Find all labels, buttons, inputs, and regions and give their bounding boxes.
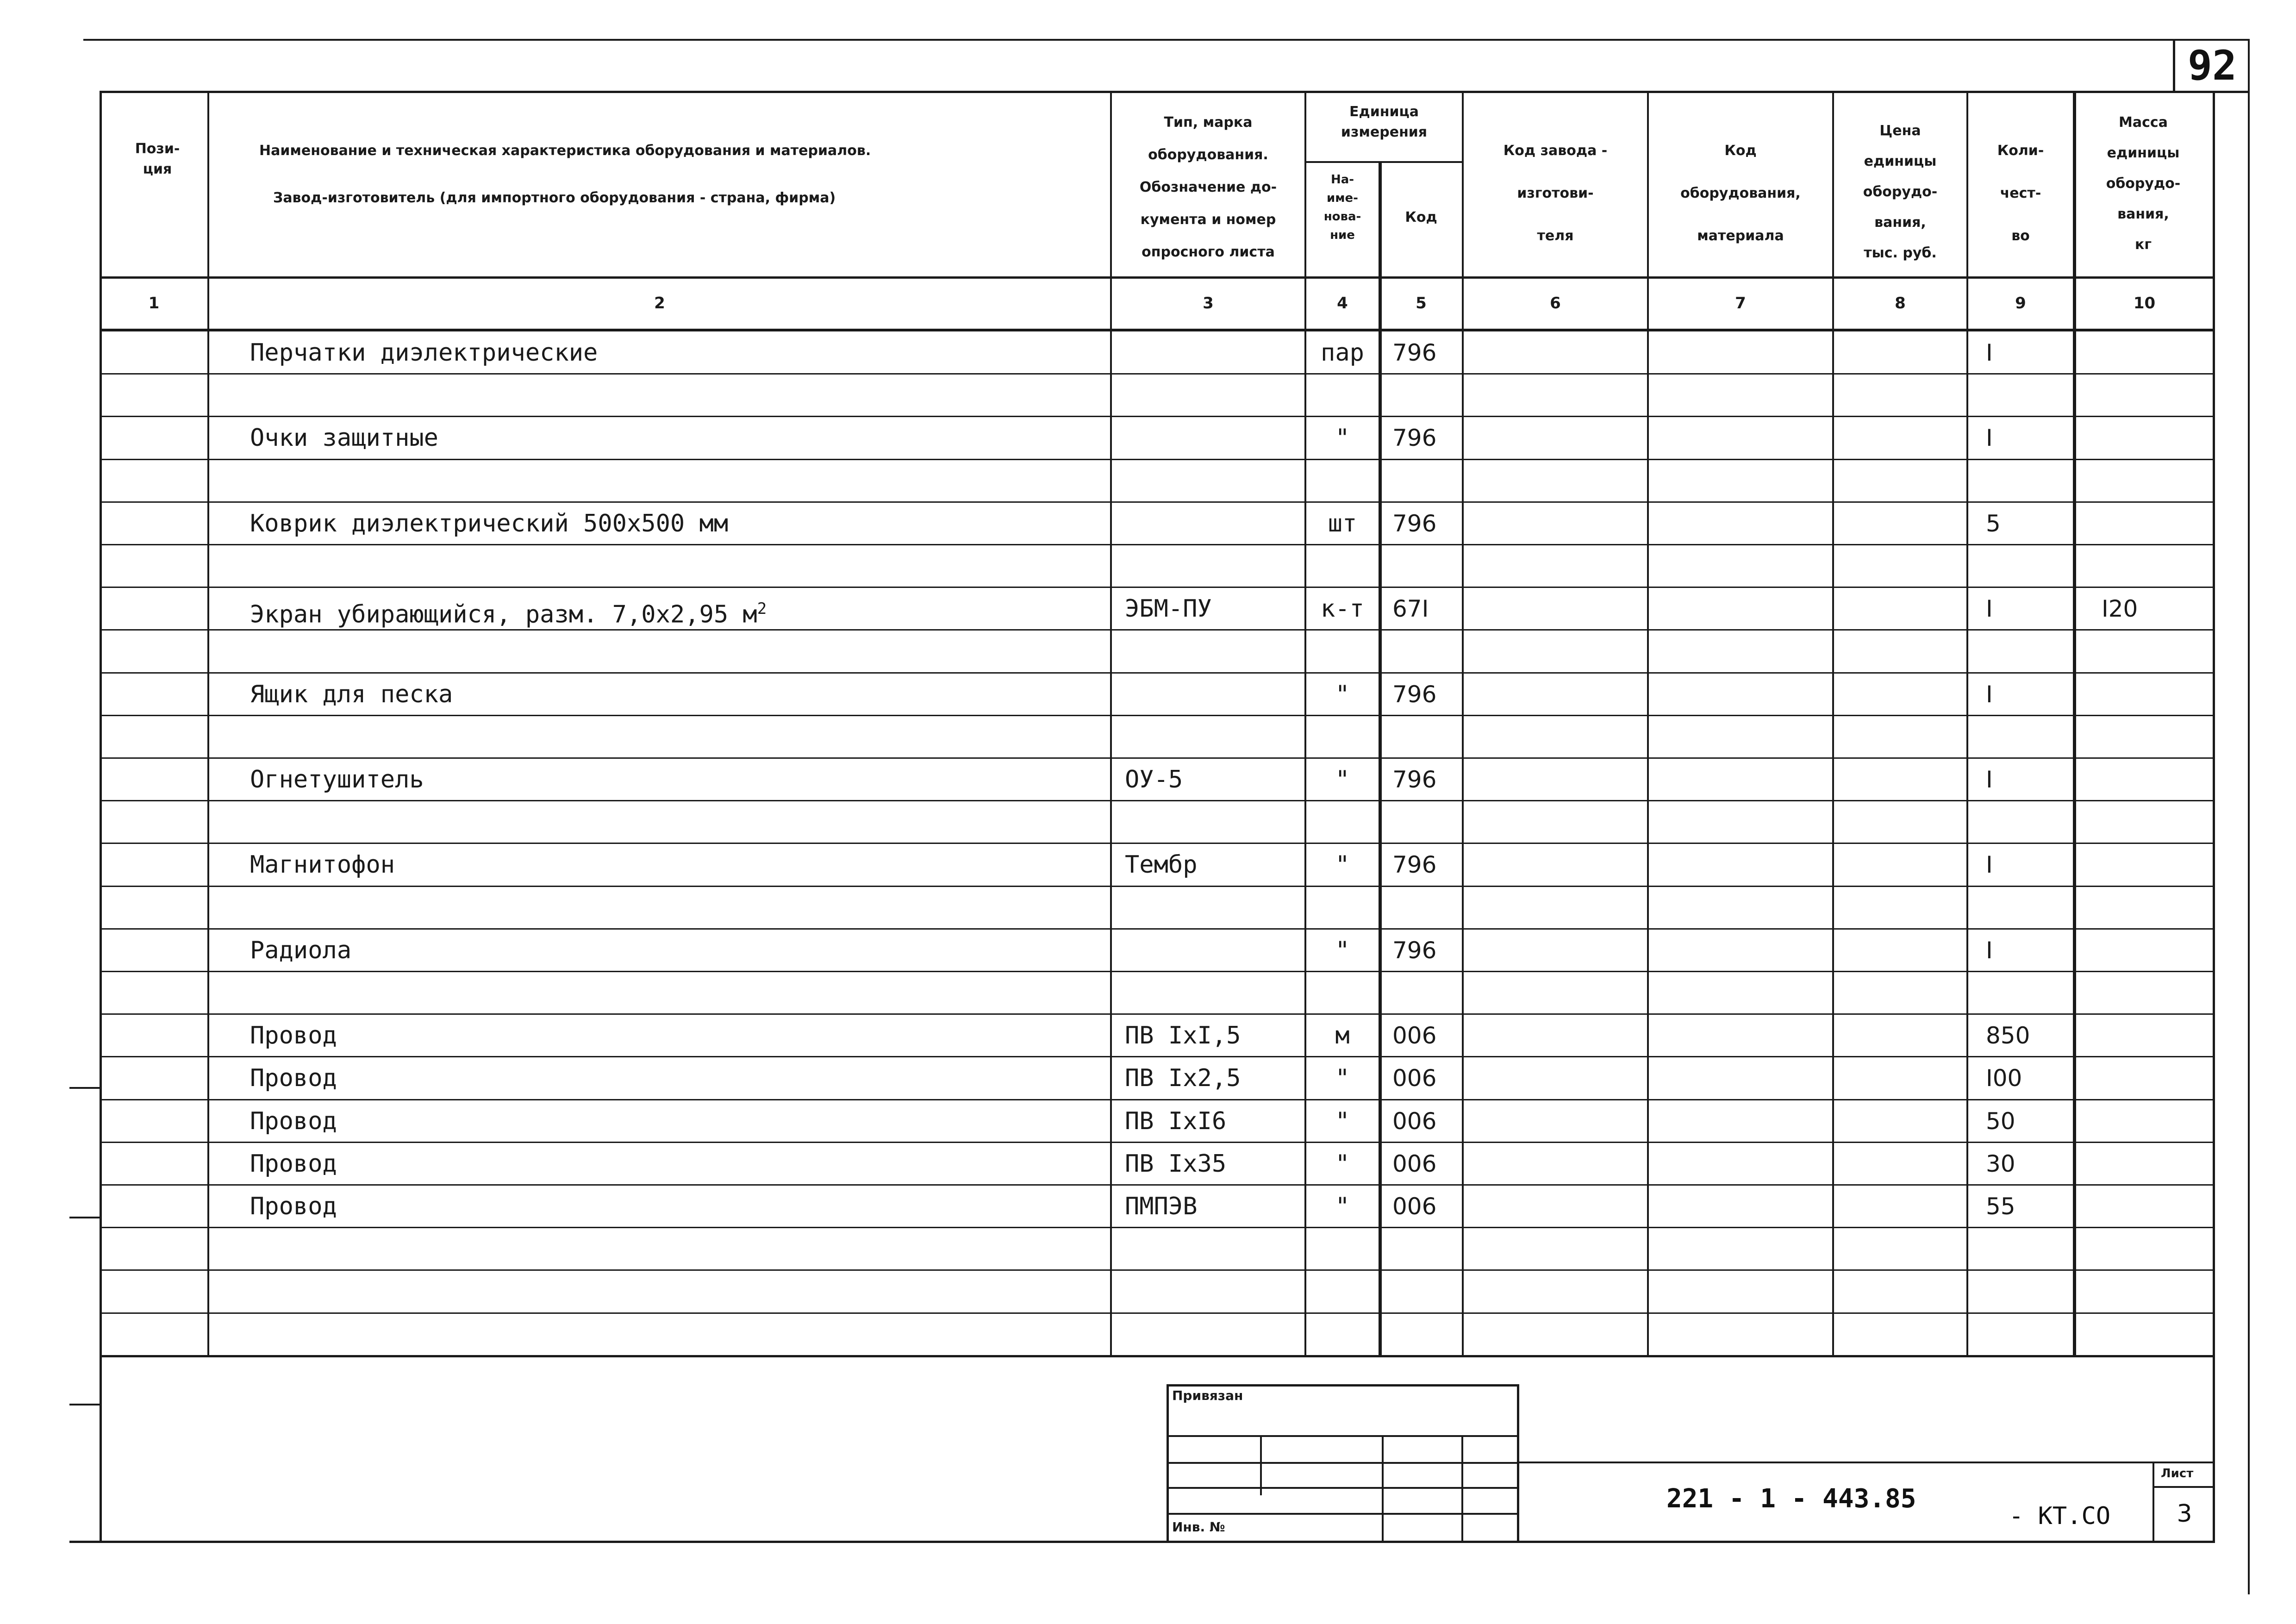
item-unit: шт (1328, 510, 1357, 537)
item-quantity: 30 (1986, 1150, 2015, 1177)
tb-row-4 (1167, 1513, 1518, 1515)
item-name: Провод (250, 1022, 337, 1049)
row-line (100, 1269, 2215, 1271)
header-quantity: Коли- чест- во (1997, 143, 2044, 244)
column-number: 6 (1550, 294, 1561, 312)
column-number: 7 (1735, 294, 1746, 312)
header-unit-code: Код (1405, 209, 1437, 225)
item-name: Провод (250, 1064, 337, 1092)
table-top (100, 91, 2215, 93)
tb-vline-2 (1382, 1435, 1384, 1542)
item-name: Провод (250, 1193, 337, 1220)
item-unit: " (1335, 766, 1350, 793)
column-number: 10 (2133, 294, 2156, 312)
item-unit-code: 67I (1392, 595, 1429, 622)
margin-mark-2 (69, 1217, 102, 1218)
item-unit-code: 006 (1392, 1108, 1437, 1135)
unit-group-divider (1305, 161, 1463, 163)
item-unit-code: 006 (1392, 1193, 1437, 1220)
item-type: ПМПЭВ (1125, 1193, 1198, 1220)
tb-box-top (1167, 1384, 1518, 1387)
header-name-line1: Наименование и техническая характеристика оборудования и материалов. (259, 143, 871, 159)
top-rule (83, 39, 2250, 41)
item-type: ПВ IхI,5 (1125, 1022, 1241, 1049)
item-name: Магнитофон (250, 851, 395, 879)
item-name-superscript: 2 (757, 600, 767, 618)
header-factory-code: Код завода - изготови- теля (1503, 143, 1608, 244)
item-quantity: I (1986, 937, 1993, 964)
column-number: 1 (148, 294, 160, 312)
item-quantity: 50 (1986, 1108, 2015, 1135)
page-number: 92 (2188, 42, 2237, 89)
row-line (100, 1312, 2215, 1314)
item-type: ЭБМ-ПУ (1125, 595, 1212, 623)
document-suffix: - КТ.СО (2009, 1502, 2111, 1530)
item-quantity: I (1986, 339, 1993, 366)
item-unit-code: 006 (1392, 1065, 1437, 1092)
header-price: Цена единицы оборудо- вания, тыс. руб. (1863, 123, 1938, 261)
item-unit-code: 796 (1392, 851, 1437, 878)
header-mass: Масса единицы оборудо- вания, кг (2106, 114, 2181, 253)
item-name: Очки защитные (250, 424, 438, 452)
item-unit-code: 796 (1392, 510, 1437, 537)
item-name: Ящик для песка (250, 681, 453, 708)
item-unit: к-т (1321, 595, 1364, 623)
body-bottom (100, 1355, 2215, 1357)
item-quantity: I00 (1986, 1065, 2022, 1092)
row-line (100, 928, 2215, 930)
item-name: Огнетушитель (250, 766, 424, 793)
column-number: 4 (1337, 294, 1348, 312)
tb-vline-3 (1461, 1435, 1463, 1542)
item-unit-code: 796 (1392, 339, 1437, 366)
item-type: ОУ-5 (1125, 766, 1183, 793)
item-quantity: I (1986, 595, 1993, 622)
item-name: Радиола (250, 937, 352, 964)
item-name: Перчатки диэлектрические (250, 339, 598, 367)
item-unit: пар (1321, 339, 1364, 367)
item-quantity: 55 (1986, 1193, 2015, 1220)
item-unit: " (1335, 681, 1350, 708)
table-bottom (69, 1541, 2215, 1543)
tb-row-3 (1167, 1487, 1518, 1489)
header-unit-name: На- име- нова- ние (1323, 173, 1361, 242)
item-quantity: 850 (1986, 1022, 2030, 1049)
item-unit: м (1335, 1022, 1350, 1049)
item-name: Коврик диэлектрический 500х500 мм (250, 510, 729, 537)
item-type: ПВ Iх2,5 (1125, 1064, 1241, 1092)
item-type: Тембр (1125, 851, 1198, 879)
item-quantity: I (1986, 425, 1993, 451)
margin-mark-1 (69, 1087, 102, 1089)
inventory-number-label: Инв. № (1172, 1519, 1225, 1535)
item-unit-code: 006 (1392, 1150, 1437, 1177)
header-position: Пози- ция (135, 141, 180, 177)
right-frame-line (2248, 39, 2250, 1594)
column-number: 3 (1203, 294, 1214, 312)
item-quantity: I (1986, 851, 1993, 878)
header-name-line2: Завод-изготовитель (для импортного оборудования - страна, фирма) (273, 190, 836, 206)
item-name: Экран убирающийся, разм. 7,0х2,95 $м^2$ (250, 600, 767, 629)
privyazan-label: Привязан (1172, 1388, 1243, 1403)
item-unit: " (1335, 851, 1350, 879)
item-unit-code: 796 (1392, 937, 1437, 964)
item-quantity: I (1986, 766, 1993, 793)
margin-mark-3 (69, 1404, 102, 1405)
tb-row-1 (1167, 1435, 1518, 1437)
column-number: 9 (2015, 294, 2026, 312)
tb-row-2 (1167, 1462, 1518, 1464)
header-equipment-code: Код оборудования, материала (1680, 143, 1801, 244)
page-number-box-left (2173, 40, 2175, 92)
column-number: 2 (654, 294, 665, 312)
item-unit-code: 796 (1392, 766, 1437, 793)
row-line (100, 971, 2215, 972)
header-unit-group: Единица измерения (1341, 104, 1428, 140)
column-number: 5 (1416, 294, 1427, 312)
tb-doc-line (1518, 1462, 2215, 1463)
item-unit-code: 796 (1392, 681, 1437, 708)
item-type: ПВ IхI6 (1125, 1107, 1227, 1135)
item-unit: " (1335, 937, 1350, 964)
item-unit: " (1335, 1107, 1350, 1135)
item-unit: " (1335, 424, 1350, 452)
item-unit-code: 006 (1392, 1022, 1437, 1049)
item-name: Провод (250, 1150, 337, 1178)
item-unit: " (1335, 1064, 1350, 1092)
item-unit-code: 796 (1392, 425, 1437, 451)
item-quantity: 5 (1986, 510, 2001, 537)
item-type: ПВ Iх35 (1125, 1150, 1227, 1178)
item-unit: " (1335, 1193, 1350, 1220)
tb-sheet-divider (2152, 1486, 2215, 1488)
item-name: Провод (250, 1107, 337, 1135)
column-number: 8 (1895, 294, 1906, 312)
sheet-number: 3 (2177, 1500, 2192, 1528)
header-bottom (100, 276, 2215, 279)
tb-vline-1 (1260, 1435, 1262, 1495)
item-unit: " (1335, 1150, 1350, 1178)
header-type: Тип, марка оборудования. Обозначение до- кумента и номер опросного листа (1139, 114, 1277, 260)
item-mass: I20 (2102, 595, 2138, 622)
item-quantity: I (1986, 681, 1993, 708)
document-code: 221 - 1 - 443.85 (1666, 1484, 1916, 1514)
sheet-label: Лист (2161, 1467, 2194, 1480)
